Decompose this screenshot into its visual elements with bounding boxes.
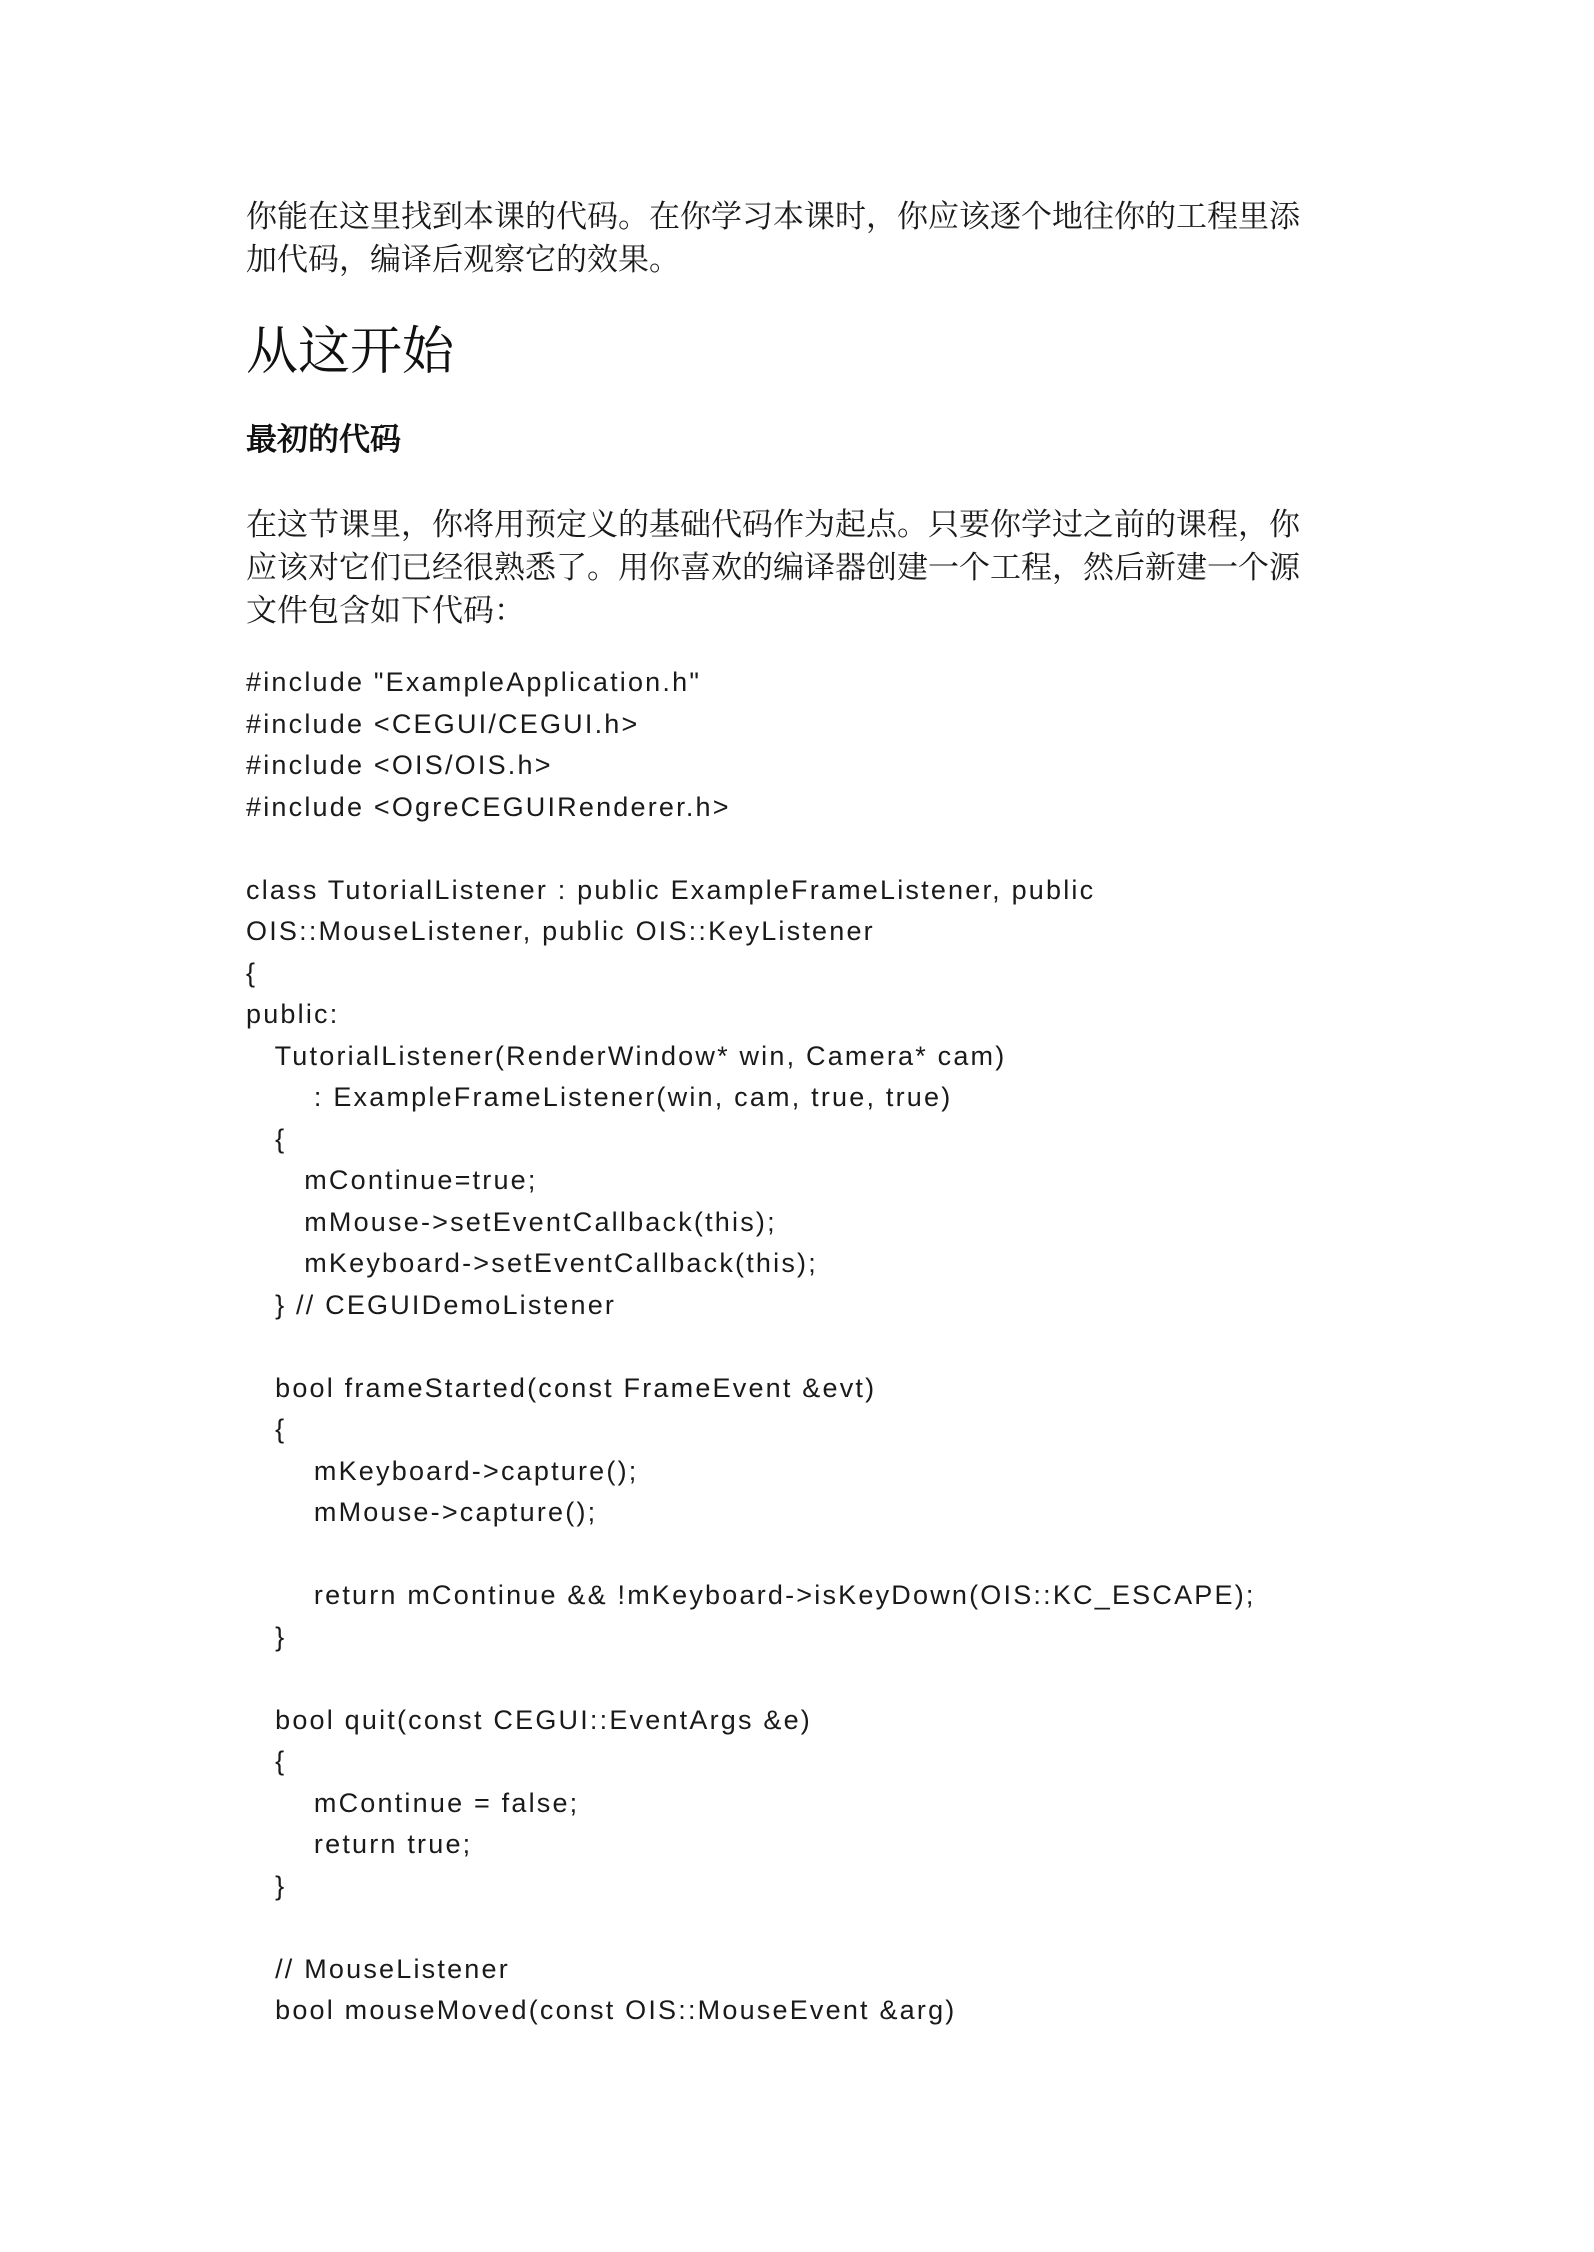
body-line: 在这节课里，你将用预定义的基础代码作为起点。只要你学过之前的课程，你 (246, 507, 1300, 543)
body-paragraph (246, 504, 1356, 633)
code-line: mContinue = false; (246, 1787, 580, 1818)
code-line: bool mouseMoved(const OIS::MouseEvent &arg) (246, 1995, 957, 2025)
code-line: mContinue=true; (246, 1165, 538, 1195)
code-line: : ExampleFrameListener(win, cam, true, true) (246, 1082, 953, 1112)
code-line: mKeyboard->setEventCallback(this); (246, 1248, 818, 1278)
code-line (246, 1534, 1366, 1576)
code-line: #include "ExampleApplication.h" (246, 667, 702, 697)
body-line: 文件包含如下代码： (246, 593, 525, 629)
code-line: bool quit(const CEGUI::EventArgs &e) (246, 1704, 812, 1735)
code-line: #include <CEGUI/CEGUI.h> (246, 708, 640, 739)
code-line: bool frameStarted(const FrameEvent &evt) (246, 1372, 877, 1403)
code-line: OIS::MouseListener, public OIS::KeyListener (246, 916, 875, 946)
code-line (246, 1907, 1366, 1949)
code-line: { (246, 1746, 287, 1776)
code-line: return mContinue && !mKeyboard->isKeyDown(OIS::KC_ESCAPE); (246, 1580, 1256, 1610)
code-block (246, 662, 1366, 2032)
code-line: } (246, 1870, 287, 1901)
code-line: #include <OIS/OIS.h> (246, 750, 553, 780)
code-line: } // CEGUIDemoListener (246, 1289, 617, 1320)
code-line: public: (246, 999, 340, 1029)
code-line: } (246, 1621, 287, 1652)
body-line: 应该对它们已经很熟悉了。用你喜欢的编译器创建一个工程，然后新建一个源 (246, 550, 1300, 586)
code-line: mMouse->capture(); (246, 1497, 598, 1527)
code-line (246, 1658, 1366, 1700)
intro-line: 你能在这里找到本课的代码。在你学习本课时，你应该逐个地往你的工程里添 (246, 199, 1300, 235)
section-title: 从这开始 (246, 322, 455, 382)
subsection-title: 最初的代码 (246, 422, 401, 458)
code-line: #include <OgreCEGUIRenderer.h> (246, 791, 731, 822)
code-line: { (246, 957, 258, 988)
code-line: // MouseListener (246, 1953, 510, 1984)
code-line (246, 1326, 1366, 1368)
intro-paragraph (246, 196, 1356, 282)
intro-line: 加代码，编译后观察它的效果。 (246, 242, 680, 278)
code-line (246, 828, 1366, 870)
code-line: { (246, 1123, 287, 1154)
code-line: TutorialListener(RenderWindow* win, Camera* cam) (246, 1040, 1007, 1071)
code-line: mKeyboard->capture(); (246, 1455, 639, 1486)
code-line: { (246, 1414, 287, 1444)
code-line: mMouse->setEventCallback(this); (246, 1206, 777, 1237)
code-line: return true; (246, 1829, 473, 1859)
code-line: class TutorialListener : public ExampleFrameListener, public (246, 874, 1096, 905)
